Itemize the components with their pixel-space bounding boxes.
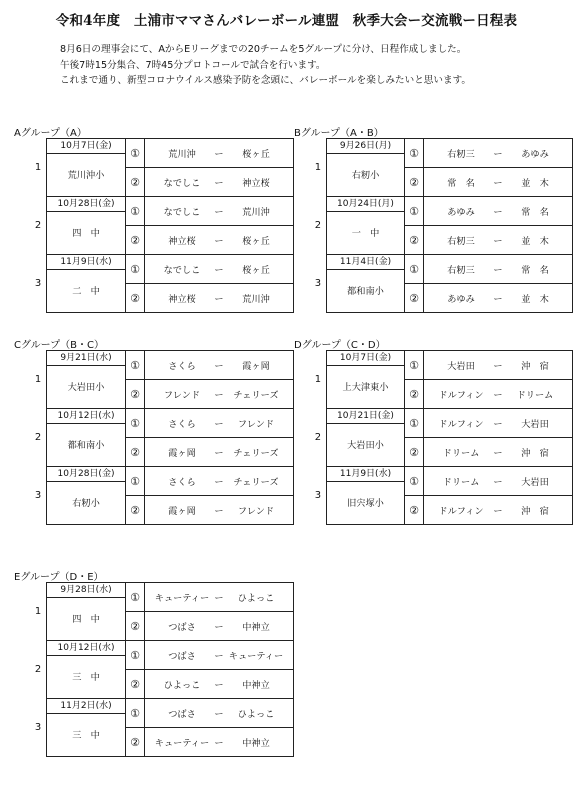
team-home: ドリーム	[442, 448, 480, 459]
match-date: 10月12日(水)	[47, 409, 125, 424]
round-number: 3	[314, 278, 322, 289]
group-c	[14, 340, 294, 525]
team-home: ドルフィン	[438, 506, 484, 517]
round-cell	[47, 255, 126, 313]
team-away: 並 木	[521, 236, 549, 247]
vs-separator: ー	[493, 236, 503, 247]
team-home: つばさ	[168, 622, 196, 633]
match-number: ②	[405, 438, 424, 467]
match-row	[310, 255, 573, 284]
vs-separator: ー	[214, 149, 224, 160]
venue-name: 四 中	[72, 228, 100, 239]
match-row	[30, 139, 294, 168]
vs-separator: ー	[214, 593, 224, 604]
match-date: 10月12日(水)	[47, 641, 125, 656]
team-home: さくら	[168, 419, 196, 430]
team-away: 霞ヶ岡	[242, 361, 270, 372]
vs-separator: ー	[493, 149, 503, 160]
round-number: 2	[314, 220, 322, 231]
team-home: なでしこ	[163, 265, 201, 276]
round-cell	[326, 139, 404, 197]
match-row	[30, 351, 294, 380]
schedule-table	[310, 138, 573, 313]
venue-name: 大岩田小	[347, 440, 384, 451]
matchup-cell	[424, 255, 573, 284]
vs-separator: ー	[214, 506, 224, 517]
round-number: 1	[314, 162, 322, 173]
round-cell	[326, 351, 404, 409]
matchup-cell	[145, 467, 294, 496]
match-date: 9月26日(月)	[327, 139, 404, 154]
team-away: フレンド	[237, 506, 275, 517]
group-title: Cグループ（B・C）	[14, 340, 105, 351]
team-home: 大岩田	[447, 361, 475, 372]
round-cell	[326, 409, 404, 467]
match-number: ①	[405, 351, 424, 380]
group-title: Bグループ（A・B）	[294, 128, 384, 139]
vs-separator: ー	[214, 294, 224, 305]
vs-separator: ー	[214, 207, 224, 218]
team-away: ひよっこ	[237, 593, 275, 604]
match-number: ②	[126, 438, 145, 467]
team-home: 霞ヶ岡	[168, 506, 196, 517]
team-away: 中神立	[242, 622, 270, 633]
venue-name: 右籾小	[72, 498, 100, 509]
matchup-cell	[145, 612, 294, 641]
team-away: ドリーム	[516, 390, 554, 401]
venue-name: 大岩田小	[67, 382, 105, 393]
round-cell	[47, 351, 126, 409]
matchup-cell	[424, 284, 573, 313]
venue-name: 二 中	[72, 286, 100, 297]
matchup-cell	[145, 168, 294, 197]
vs-separator: ー	[493, 506, 503, 517]
team-away: 中神立	[242, 738, 270, 749]
group-title: Aグループ（A）	[14, 128, 87, 139]
round-number: 2	[34, 432, 42, 443]
vs-separator: ー	[493, 448, 503, 459]
match-number: ②	[126, 168, 145, 197]
vs-separator: ー	[493, 390, 503, 401]
team-away: チェリーズ	[233, 390, 279, 401]
intro-line: これまで通り、新型コロナウイルス感染予防を念頭に、バレーボールを楽しみたいと思います。	[60, 75, 471, 86]
venue-name: 都和南小	[67, 440, 105, 451]
matchup-cell	[145, 583, 294, 612]
match-number: ①	[126, 409, 145, 438]
match-date: 11月4日(金)	[327, 255, 404, 270]
matchup-cell	[145, 641, 294, 670]
match-number: ②	[126, 728, 145, 757]
match-number: ①	[126, 351, 145, 380]
vs-separator: ー	[493, 265, 503, 276]
matchup-cell	[145, 409, 294, 438]
round-number: 1	[314, 374, 322, 385]
team-home: 常 名	[447, 178, 475, 189]
match-number: ①	[405, 197, 424, 226]
match-row	[310, 197, 573, 226]
matchup-cell	[145, 496, 294, 525]
round-number: 2	[34, 220, 42, 231]
vs-separator: ー	[214, 680, 224, 691]
team-home: あゆみ	[447, 294, 475, 305]
match-number: ①	[405, 139, 424, 168]
matchup-cell	[424, 380, 573, 409]
team-home: さくら	[168, 361, 196, 372]
team-away: フレンド	[237, 419, 275, 430]
venue-name: 荒川沖小	[67, 170, 105, 181]
team-away: 常 名	[521, 265, 549, 276]
team-away: 沖 宿	[521, 448, 549, 459]
match-number: ①	[405, 467, 424, 496]
match-row	[30, 467, 294, 496]
match-number: ①	[126, 197, 145, 226]
intro-line: 8月6日の理事会にて、AからEリーグまでの20チームを5グループに分け、日程作成しました。	[60, 44, 467, 55]
round-number: 3	[34, 490, 42, 501]
schedule-table	[30, 582, 294, 757]
team-away: 常 名	[521, 207, 549, 218]
team-away: 沖 宿	[521, 361, 549, 372]
match-row	[310, 139, 573, 168]
venue-name: 右籾小	[351, 170, 380, 181]
matchup-cell	[145, 728, 294, 757]
round-cell	[326, 255, 404, 313]
team-home: ドルフィン	[438, 419, 484, 430]
round-number: 3	[314, 490, 322, 501]
match-date: 10月7日(金)	[327, 351, 404, 366]
matchup-cell	[145, 699, 294, 728]
page-title: 令和4年度 土浦市ママさんバレーボール連盟 秋季大会ー交流戦ー日程表	[55, 13, 518, 29]
matchup-cell	[145, 438, 294, 467]
round-number: 1	[34, 606, 42, 617]
match-date: 10月24日(月)	[327, 197, 404, 212]
team-home: 荒川沖	[168, 149, 196, 160]
match-row	[30, 699, 294, 728]
team-home: ドリーム	[442, 477, 480, 488]
venue-name: 上大津東小	[342, 382, 389, 393]
match-number: ①	[126, 139, 145, 168]
match-date: 11月2日(水)	[47, 699, 125, 714]
matchup-cell	[145, 351, 294, 380]
match-number: ①	[126, 583, 145, 612]
match-row	[30, 583, 294, 612]
match-row	[310, 409, 573, 438]
team-home: 神立桜	[168, 294, 196, 305]
team-away: 荒川沖	[242, 294, 270, 305]
venue-name: 四 中	[72, 614, 100, 625]
match-number: ②	[126, 284, 145, 313]
intro-text	[60, 42, 560, 89]
group-a	[14, 128, 294, 313]
round-cell	[47, 583, 126, 641]
matchup-cell	[145, 226, 294, 255]
vs-separator: ー	[214, 361, 224, 372]
match-row	[30, 255, 294, 284]
matchup-cell	[424, 168, 573, 197]
match-number: ②	[405, 496, 424, 525]
team-home: 右籾三	[447, 265, 475, 276]
team-home: なでしこ	[163, 207, 201, 218]
vs-separator: ー	[493, 294, 503, 305]
matchup-cell	[424, 197, 573, 226]
match-number: ①	[126, 699, 145, 728]
matchup-cell	[145, 284, 294, 313]
match-number: ①	[126, 255, 145, 284]
matchup-cell	[145, 670, 294, 699]
venue-name: 三 中	[72, 730, 100, 741]
match-date: 10月7日(金)	[47, 139, 125, 154]
team-away: キューティー	[228, 651, 284, 662]
team-away: あゆみ	[521, 149, 549, 160]
matchup-cell	[424, 409, 573, 438]
match-date: 9月28日(水)	[47, 583, 125, 598]
match-number: ②	[126, 612, 145, 641]
matchup-cell	[145, 139, 294, 168]
round-cell	[47, 409, 126, 467]
round-cell	[47, 139, 126, 197]
match-row	[310, 467, 573, 496]
match-date: 11月9日(水)	[327, 467, 404, 482]
team-away: 大岩田	[521, 477, 549, 488]
matchup-cell	[145, 380, 294, 409]
round-number: 3	[34, 722, 42, 733]
team-away: 荒川沖	[242, 207, 270, 218]
match-row	[310, 351, 573, 380]
match-number: ①	[126, 467, 145, 496]
schedule-table	[310, 350, 573, 525]
vs-separator: ー	[493, 178, 503, 189]
vs-separator: ー	[214, 419, 224, 430]
round-number: 1	[34, 162, 42, 173]
round-cell	[47, 641, 126, 699]
match-date: 9月21日(水)	[47, 351, 125, 366]
team-away: 中神立	[242, 680, 270, 691]
team-away: 沖 宿	[521, 506, 549, 517]
round-cell	[47, 699, 126, 757]
matchup-cell	[424, 226, 573, 255]
round-cell	[326, 197, 404, 255]
match-number: ②	[405, 226, 424, 255]
team-home: 右籾三	[447, 236, 475, 247]
team-away: チェリーズ	[233, 477, 279, 488]
vs-separator: ー	[214, 477, 224, 488]
team-away: 桜ヶ丘	[242, 265, 270, 276]
venue-name: 旧宍塚小	[347, 498, 384, 509]
group-e	[14, 572, 294, 757]
matchup-cell	[424, 139, 573, 168]
vs-separator: ー	[214, 448, 224, 459]
team-home: さくら	[168, 477, 196, 488]
match-date: 10月28日(金)	[47, 197, 125, 212]
matchup-cell	[424, 438, 573, 467]
team-home: 神立桜	[168, 236, 196, 247]
group-title: Dグループ（C・D）	[294, 340, 386, 351]
vs-separator: ー	[214, 390, 224, 401]
vs-separator: ー	[214, 236, 224, 247]
vs-separator: ー	[493, 207, 503, 218]
group-title: Eグループ（D・E）	[14, 572, 104, 583]
round-number: 2	[34, 664, 42, 675]
intro-line: 午後7時15分集合、7時45分プロトコールで試合を行います。	[60, 59, 326, 71]
match-number: ②	[405, 380, 424, 409]
team-home: 右籾三	[447, 149, 475, 160]
schedule-table	[30, 138, 294, 313]
vs-separator: ー	[214, 178, 224, 189]
round-number: 3	[34, 278, 42, 289]
match-number: ②	[126, 226, 145, 255]
match-row	[30, 197, 294, 226]
team-home: フレンド	[163, 390, 201, 401]
match-number: ②	[405, 284, 424, 313]
match-number: ①	[405, 409, 424, 438]
vs-separator: ー	[214, 738, 224, 749]
venue-name: 三 中	[72, 672, 100, 683]
matchup-cell	[424, 351, 573, 380]
match-number: ②	[405, 168, 424, 197]
venue-name: 一 中	[351, 228, 380, 239]
vs-separator: ー	[214, 651, 224, 662]
team-home: キューティー	[154, 738, 210, 749]
team-home: キューティー	[154, 593, 210, 604]
team-away: 大岩田	[521, 419, 549, 430]
match-date: 11月9日(水)	[47, 255, 125, 270]
match-date: 10月21日(金)	[327, 409, 404, 424]
match-number: ①	[405, 255, 424, 284]
round-cell	[326, 467, 404, 525]
round-number: 2	[314, 432, 322, 443]
round-cell	[47, 467, 126, 525]
match-number: ②	[126, 670, 145, 699]
group-d	[294, 340, 573, 525]
round-number: 1	[34, 374, 42, 385]
match-date: 10月28日(金)	[47, 467, 125, 482]
vs-separator: ー	[493, 361, 503, 372]
matchup-cell	[145, 197, 294, 226]
team-away: チェリーズ	[233, 448, 279, 459]
match-row	[30, 409, 294, 438]
match-number: ②	[126, 380, 145, 409]
team-away: 神立桜	[242, 178, 270, 189]
matchup-cell	[424, 496, 573, 525]
vs-separator: ー	[214, 622, 224, 633]
round-cell	[47, 197, 126, 255]
team-home: 霞ヶ岡	[168, 448, 196, 459]
team-away: 桜ヶ丘	[242, 149, 270, 160]
matchup-cell	[424, 467, 573, 496]
match-number: ①	[126, 641, 145, 670]
team-home: ひよっこ	[163, 680, 201, 691]
team-home: なでしこ	[163, 178, 201, 189]
team-home: つばさ	[168, 651, 196, 662]
team-away: 桜ヶ丘	[242, 236, 270, 247]
match-number: ②	[126, 496, 145, 525]
vs-separator: ー	[214, 709, 224, 720]
match-row	[30, 641, 294, 670]
group-b	[294, 128, 573, 313]
venue-name: 都和南小	[347, 286, 384, 297]
schedule-table	[30, 350, 294, 525]
team-home: ドルフィン	[438, 390, 484, 401]
team-home: あゆみ	[447, 207, 475, 218]
matchup-cell	[145, 255, 294, 284]
vs-separator: ー	[214, 265, 224, 276]
team-away: 並 木	[521, 294, 549, 305]
vs-separator: ー	[493, 477, 503, 488]
team-away: ひよっこ	[237, 709, 275, 720]
team-home: つばさ	[168, 709, 196, 720]
vs-separator: ー	[493, 419, 503, 430]
team-away: 並 木	[521, 178, 549, 189]
